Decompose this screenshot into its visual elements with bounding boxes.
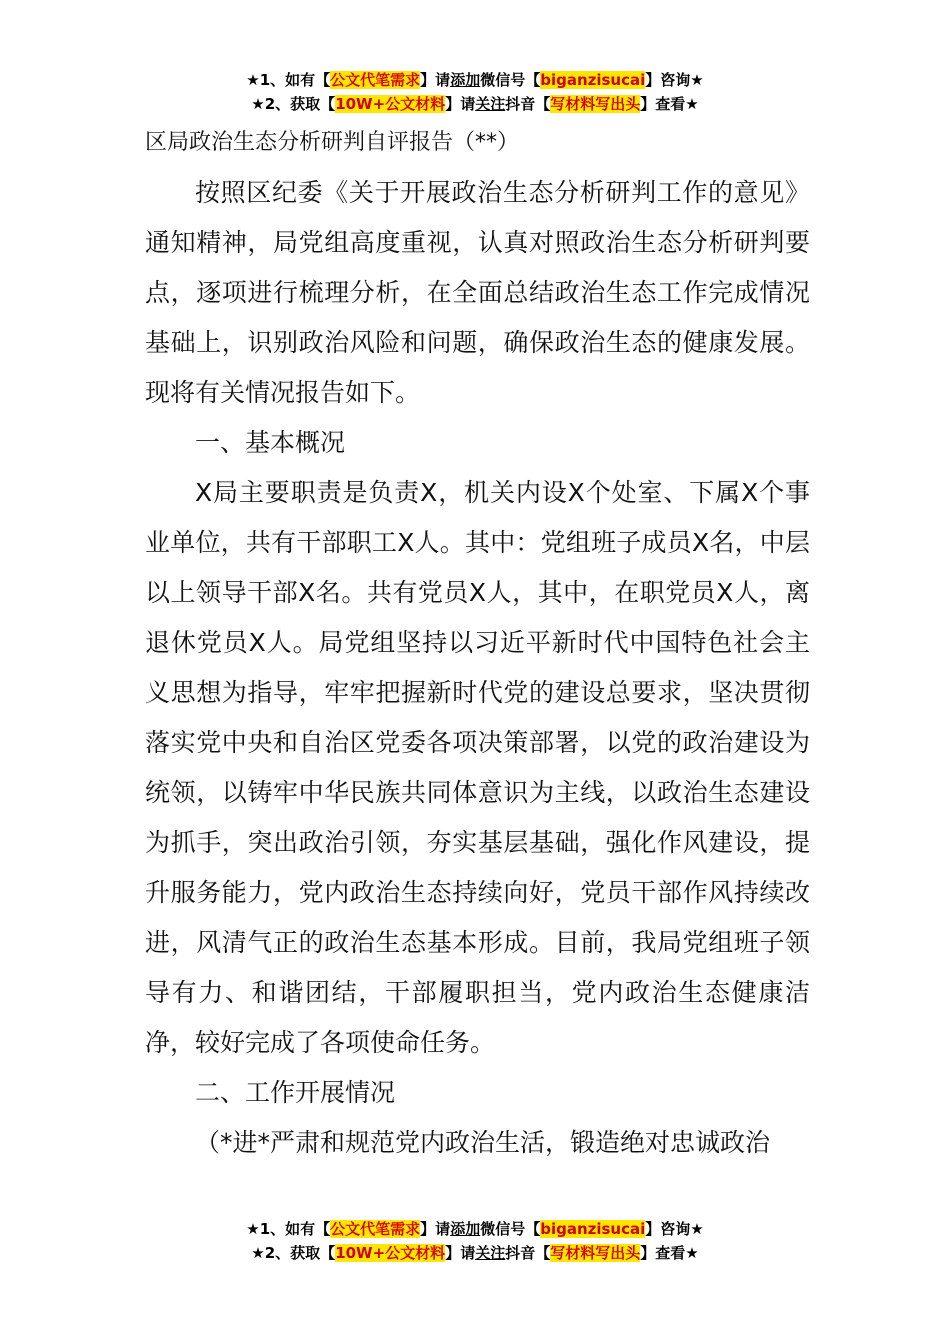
highlight-service: 公文代笔需求 [330,71,421,89]
intro-paragraph: 按照区纪委《关于开展政治生态分析研判工作的意见》通知精神，局党组高度重视，认真对照政治生态分析研判要点，逐项进行梳理分析，在全面总结政治生态工作完成情况基础上，识别政治风险和问题，确保政治生态的健康发展。现将有关情况报告如下。 [145,178,810,407]
section-1-paragraph: X局主要职责是负责X，机关内设X个处室、下属X个事业单位，共有干部职工X人。其中：党组班子成员X名，中层以上领导干部X名。共有党员X人，其中，在职党员X人，离退休党员X人。局党组坚持以习近平新时代中国特色社会主义思想为指导，牢牢把握新时代党的建设总要求，坚决贯彻落实党中央和自治区党委各项决策部署，以党的政治建设为统领，以铸牢中华民族共同体意识为主线，以政治生态建设为抓手，突出政治引领，夯实基层基础，强化作风建设，提升服务能力，党内政治生态持续向好，党员干部作风持续改进，风清气正的政治生态基本形成。目前，我局党组班子领导有力、和谐团结，干部履职担当，党内政治生态健康洁净，较好完成了各项使命任务。 [145,478,810,1057]
promo-line-2: ★2、获取【10W+公文材料】请关注抖音【写材料写出头】查看★ [251,95,699,113]
highlight-materials: 10W+公文材料 [335,95,446,113]
highlight-materials: 10W+公文材料 [335,1244,446,1262]
promo-line-2: ★2、获取【10W+公文材料】请关注抖音【写材料写出头】查看★ [251,1244,699,1262]
section-1-heading: 一、基本概况 [195,428,346,457]
section-2-subheading: （*进*严肃和规范党内政治生活，锻造绝对忠诚政治 [195,1128,771,1157]
highlight-douyin-account: 写材料写出头 [550,1244,641,1262]
document-title: 区局政治生态分析研判自评报告（**） [145,130,520,155]
promo-banner-top [0,68,950,116]
promo-banner-bottom [0,1217,950,1265]
highlight-service: 公文代笔需求 [330,1220,421,1238]
highlight-douyin-account: 写材料写出头 [550,95,641,113]
promo-line-1: ★1、如有【公文代笔需求】请添加微信号【biganzisucai】咨询★ [246,71,704,89]
promo-line-1: ★1、如有【公文代笔需求】请添加微信号【biganzisucai】咨询★ [246,1220,704,1238]
highlight-wechat-id: biganzisucai [540,1220,646,1238]
document-body [145,118,810,1168]
highlight-wechat-id: biganzisucai [540,71,646,89]
section-2-heading: 二、工作开展情况 [195,1078,396,1107]
